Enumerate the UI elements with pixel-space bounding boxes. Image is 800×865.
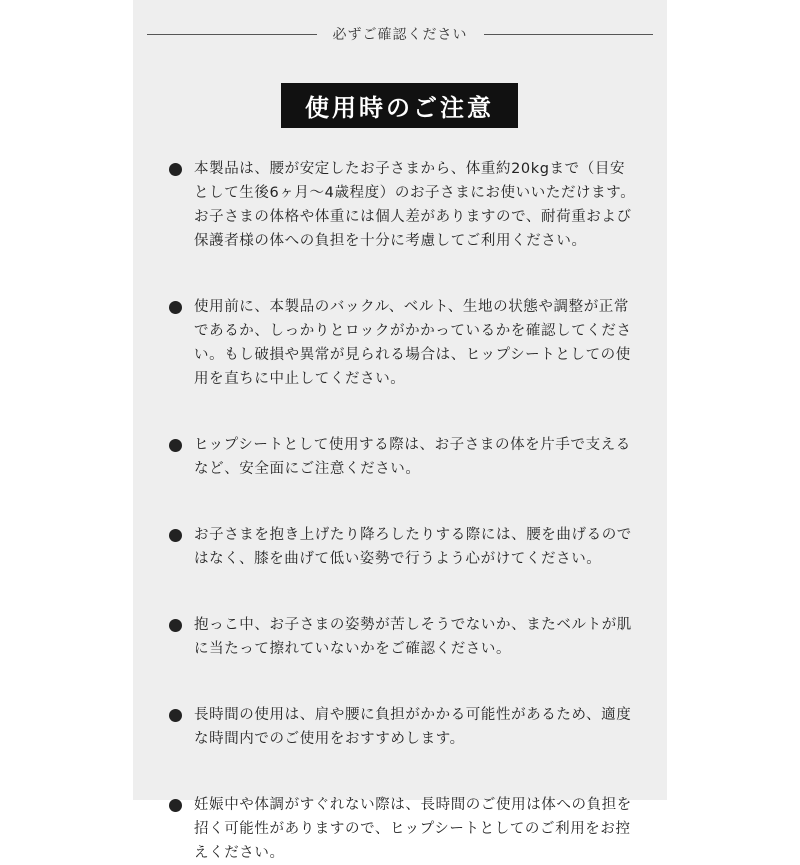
caution-text: 抱っこ中、お子さまの姿勢が苦しそうでないか、またベルトが肌に当たって擦れていないかをご確認ください。 <box>194 617 632 657</box>
bullet-icon <box>169 301 182 314</box>
caution-text: 長時間の使用は、肩や腰に負担がかかる可能性があるため、適度な時間内でのご使用をおすすめします。 <box>194 707 632 747</box>
content-panel <box>133 0 667 861</box>
bullet-icon <box>169 709 182 722</box>
header-divider-left <box>147 34 317 35</box>
caution-text: お子さまを抱き上げたり降ろしたりする際には、腰を曲げるのではなく、膝を曲げて低い姿勢で行うよう心がけてください。 <box>194 527 632 567</box>
bullet-icon <box>169 619 182 632</box>
header-row <box>147 20 653 48</box>
caution-item <box>169 295 639 391</box>
bullet-icon <box>169 529 182 542</box>
caution-item <box>169 613 639 661</box>
caution-item <box>169 793 639 865</box>
caution-item <box>169 703 639 751</box>
caution-text: 妊娠中や体調がすぐれない際は、長時間のご使用は体への負担を招く可能性がありますので、ヒップシートとしてのご利用をお控えください。 <box>194 797 632 861</box>
bullet-icon <box>169 163 182 176</box>
header-divider-right <box>484 34 654 35</box>
bullet-icon <box>169 439 182 452</box>
page-title: 使用時のご注意 <box>281 83 518 128</box>
caution-text: 使用前に、本製品のバックル、ベルト、生地の状態や調整が正常であるか、しっかりとロックがかかっているかを確認してください。もし破損や異常が見られる場合は、ヒップシートとしての使用を直ちに中止してください。 <box>194 299 632 387</box>
bullet-icon <box>169 799 182 812</box>
caution-item <box>169 433 639 481</box>
caution-list <box>169 157 639 865</box>
header-label: 必ずご確認ください <box>332 27 468 43</box>
caution-item <box>169 523 639 571</box>
caution-text: ヒップシートとして使用する際は、お子さまの体を片手で支えるなど、安全面にご注意ください。 <box>194 437 631 477</box>
caution-item <box>169 157 639 253</box>
caution-text: 本製品は、腰が安定したお子さまから、体重約20kgまで（目安として生後6ヶ月〜4歳程度）のお子さまにお使いいただけます。お子さまの体格や体重には個人差がありますので、耐荷重および保護者様の体への負担を十分に考慮してご利用ください。 <box>194 161 636 249</box>
